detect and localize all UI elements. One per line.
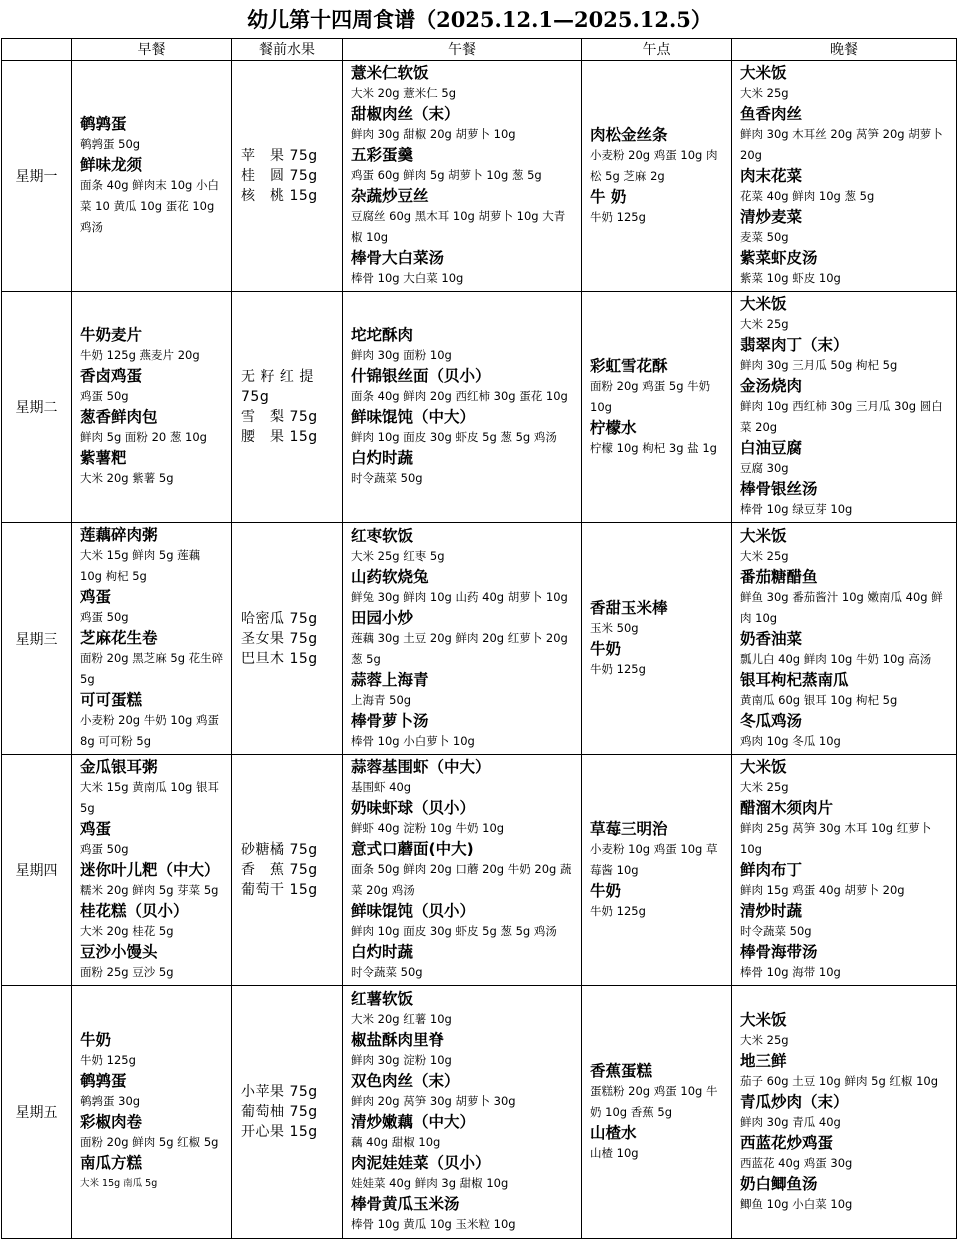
- dinner-ingredients: 麦菜 50g: [740, 230, 789, 244]
- breakfast-item: [80, 525, 225, 587]
- breakfast-ingredients: 面条 40g 鲜肉末 10g 小白菜 10 黄瓜 10g 蛋花 10g 鸡汤: [80, 178, 219, 234]
- lunch-ingredients: 棒骨 10g 大白菜 10g: [351, 271, 464, 285]
- breakfast-item: [80, 1112, 225, 1153]
- breakfast-ingredients: 大米 15g 南瓜 5g: [80, 1178, 158, 1189]
- lunch-dish: 红薯软饭: [351, 990, 414, 1008]
- lunch-item: [351, 711, 575, 752]
- lunch-dish: 棒骨萝卜汤: [351, 711, 429, 730]
- lunch-dish: 白灼时蔬: [351, 943, 414, 961]
- breakfast-item: [80, 1153, 225, 1194]
- snack-ingredients: 小麦粉 20g 鸡蛋 10g 肉松 5g 芝麻 2g: [590, 147, 718, 183]
- breakfast-item: [80, 819, 225, 860]
- lunch-dish: 什锦银丝面（贝小）: [351, 367, 491, 385]
- lunch-item: [351, 942, 575, 983]
- breakfast-dish: 紫薯粑: [80, 449, 127, 467]
- dinner-dish: 奶香油菜: [740, 629, 803, 648]
- lunch-ingredients: 棒骨 10g 黄瓜 10g 玉米粒 10g: [351, 1217, 516, 1231]
- breakfast-item: [80, 628, 225, 690]
- lunch-item: [351, 567, 575, 608]
- lunch-item: [351, 145, 575, 186]
- fruit-item: 葡萄干 15g: [241, 882, 318, 898]
- lunch-ingredients: 大米 20g 薏米仁 5g: [351, 86, 457, 100]
- dinner-ingredients: 豆腐 30g: [740, 461, 789, 475]
- lunch-item: [351, 448, 575, 489]
- lunch-ingredients: 鲜肉 10g 面皮 30g 虾皮 5g 葱 5g 鸡汤: [351, 430, 557, 444]
- lunch-item: [351, 63, 575, 104]
- lunch-item: [351, 670, 575, 711]
- lunch-item: [351, 1153, 575, 1194]
- snack-ingredients: 山楂 10g: [590, 1145, 639, 1160]
- header-fruit: 餐前水果: [232, 39, 343, 61]
- lunch-item: [351, 104, 575, 145]
- header-breakfast: 早餐: [72, 39, 232, 61]
- lunch-item: [351, 839, 575, 901]
- breakfast-cell: [72, 755, 232, 986]
- snack-item: [590, 819, 725, 881]
- snack-dish: 香蕉蛋糕: [590, 1061, 653, 1080]
- fruit-item: 桂 圆 75g: [241, 168, 318, 184]
- snack-ingredients: 面粉 20g 鸡蛋 5g 牛奶 10g: [590, 378, 711, 414]
- snack-dish: 牛奶: [590, 639, 622, 658]
- dinner-item: [740, 479, 950, 520]
- dinner-dish: 清炒时蔬: [740, 902, 803, 920]
- dinner-item: [740, 376, 950, 438]
- fruit-item: 香 蕉 75g: [241, 862, 318, 878]
- dinner-item: [740, 294, 950, 335]
- menu-table: [1, 38, 957, 1239]
- day-label: 星期一: [2, 61, 72, 292]
- snack-dish: 彩虹雪花酥: [590, 356, 668, 375]
- breakfast-dish: 桂花糕（贝小）: [80, 902, 189, 920]
- dinner-ingredients: 鸡肉 10g 冬瓜 10g: [740, 733, 841, 748]
- breakfast-item: [80, 901, 225, 942]
- dinner-ingredients: 黄南瓜 60g 银耳 10g 枸杞 5g: [740, 692, 898, 707]
- day-label: 星期三: [2, 523, 72, 755]
- snack-cell: [582, 986, 732, 1239]
- dinner-ingredients: 西蓝花 40g 鸡蛋 30g: [740, 1155, 853, 1170]
- dinner-dish: 大米饭: [740, 64, 787, 82]
- lunch-item: [351, 366, 575, 407]
- day-label: 星期五: [2, 986, 72, 1239]
- lunch-dish: 蒜蓉基围虾（中大）: [351, 758, 491, 776]
- fruit-item: 巴旦木 15g: [241, 650, 318, 667]
- breakfast-ingredients: 牛奶 125g: [80, 1053, 136, 1067]
- breakfast-dish: 鲜味龙须: [80, 156, 143, 174]
- snack-ingredients: 玉米 50g: [590, 620, 639, 635]
- breakfast-dish: 香卤鸡蛋: [80, 367, 143, 385]
- header-row: [2, 39, 957, 61]
- breakfast-item: [80, 942, 225, 983]
- lunch-ingredients: 时令蔬菜 50g: [351, 471, 423, 485]
- day-row: [2, 292, 957, 523]
- lunch-dish: 意式口蘑面(中大): [351, 840, 474, 858]
- fruit-item: 雪 梨 75g: [241, 409, 318, 425]
- dinner-item: [740, 1174, 950, 1215]
- snack-dish: 牛奶: [590, 881, 622, 900]
- dinner-item: [740, 166, 950, 207]
- dinner-item: [740, 1010, 950, 1051]
- dinner-ingredients: 花菜 40g 鲜肉 10g 葱 5g: [740, 189, 875, 203]
- breakfast-ingredients: 面粉 20g 黑芝麻 5g 花生碎 5g: [80, 651, 224, 686]
- dinner-dish: 白油豆腐: [740, 439, 803, 457]
- breakfast-item: [80, 1071, 225, 1112]
- dinner-ingredients: 紫菜 10g 虾皮 10g: [740, 271, 841, 285]
- lunch-ingredients: 面条 50g 鲜肉 20g 口蘑 20g 牛奶 20g 蔬菜 20g 鸡汤: [351, 862, 572, 897]
- dinner-dish: 翡翠肉丁（末）: [740, 336, 849, 354]
- dinner-dish: 棒骨银丝汤: [740, 480, 818, 498]
- dinner-item: [740, 670, 950, 711]
- lunch-dish: 红枣软饭: [351, 526, 414, 545]
- dinner-ingredients: 大米 25g: [740, 780, 789, 794]
- breakfast-cell: [72, 523, 232, 755]
- dinner-ingredients: 鲜鱼 30g 番茄酱汁 10g 嫩南瓜 40g 鲜肉 10g: [740, 589, 943, 625]
- dinner-dish: 银耳枸杞蒸南瓜: [740, 670, 849, 689]
- snack-dish: 山楂水: [590, 1123, 637, 1142]
- breakfast-dish: 可可蛋糕: [80, 691, 143, 709]
- dinner-dish: 青瓜炒肉（末）: [740, 1092, 849, 1111]
- fruit-item: 腰 果 15g: [241, 429, 318, 445]
- dinner-ingredients: 棒骨 10g 海带 10g: [740, 965, 841, 979]
- lunch-item: [351, 248, 575, 289]
- header-dinner: 晚餐: [732, 39, 957, 61]
- dinner-dish: 番茄糖醋鱼: [740, 567, 818, 586]
- lunch-dish: 白灼时蔬: [351, 449, 414, 467]
- fruit-item: 圣女果 75g: [241, 630, 318, 647]
- dinner-ingredients: 鲜肉 15g 鸡蛋 40g 胡萝卜 20g: [740, 883, 905, 897]
- lunch-cell: [343, 986, 582, 1239]
- snack-dish: 肉松金丝条: [590, 125, 668, 144]
- lunch-ingredients: 上海青 50g: [351, 692, 412, 707]
- dinner-ingredients: 大米 25g: [740, 86, 789, 100]
- dinner-item: [740, 104, 950, 166]
- breakfast-ingredients: 大米 15g 鲜肉 5g 莲藕 10g 枸杞 5g: [80, 548, 201, 583]
- dinner-ingredients: 瓢儿白 40g 鲜肉 10g 牛奶 10g 高汤: [740, 651, 932, 666]
- breakfast-ingredients: 鲜肉 5g 面粉 20 葱 10g: [80, 430, 207, 444]
- day-row: [2, 523, 957, 755]
- dinner-ingredients: 棒骨 10g 绿豆芽 10g: [740, 502, 853, 516]
- lunch-ingredients: 面条 40g 鲜肉 20g 西红柿 30g 蛋花 10g: [351, 389, 568, 403]
- dinner-ingredients: 鲜肉 30g 木耳丝 20g 莴笋 20g 胡萝卜 20g: [740, 127, 943, 162]
- breakfast-dish: 鹌鹑蛋: [80, 1072, 127, 1090]
- snack-item: [590, 418, 725, 459]
- lunch-item: [351, 757, 575, 798]
- header-lunch: 午餐: [343, 39, 582, 61]
- lunch-dish: 奶味虾球（贝小）: [351, 799, 476, 817]
- day-label: 星期四: [2, 755, 72, 986]
- breakfast-dish: 鸡蛋: [80, 820, 112, 838]
- breakfast-item: [80, 325, 225, 366]
- lunch-dish: 五彩蛋羹: [351, 146, 414, 164]
- lunch-dish: 棒骨黄瓜玉米汤: [351, 1195, 460, 1213]
- dinner-ingredients: 大米 25g: [740, 317, 789, 331]
- lunch-cell: [343, 292, 582, 523]
- dinner-item: [740, 901, 950, 942]
- breakfast-ingredients: 鸡蛋 50g: [80, 842, 129, 856]
- dinner-cell: [732, 755, 957, 986]
- snack-ingredients: 牛奶 125g: [590, 903, 646, 918]
- page-title: 幼儿第十四周食谱（2025.12.1—2025.12.5）: [247, 7, 712, 32]
- snack-cell: [582, 523, 732, 755]
- breakfast-item: [80, 155, 225, 238]
- dinner-ingredients: 大米 25g: [740, 1032, 789, 1047]
- dinner-cell: [732, 292, 957, 523]
- dinner-item: [740, 526, 950, 567]
- breakfast-item: [80, 366, 225, 407]
- breakfast-item: [80, 448, 225, 489]
- lunch-dish: 鲜味馄饨（贝小）: [351, 902, 476, 920]
- snack-dish: 牛 奶: [590, 187, 627, 206]
- breakfast-cell: [72, 292, 232, 523]
- dinner-ingredients: 茄子 60g 土豆 10g 鲜肉 5g 红椒 10g: [740, 1073, 939, 1088]
- lunch-ingredients: 鲜虾 40g 淀粉 10g 牛奶 10g: [351, 821, 505, 835]
- lunch-item: [351, 186, 575, 248]
- lunch-dish: 山药软烧兔: [351, 567, 429, 586]
- breakfast-cell: [72, 61, 232, 292]
- dinner-dish: 棒骨海带汤: [740, 943, 818, 961]
- lunch-item: [351, 1112, 575, 1153]
- lunch-cell: [343, 523, 582, 755]
- snack-ingredients: 柠檬 10g 枸杞 3g 盐 1g: [590, 440, 717, 455]
- dinner-dish: 醋溜木须肉片: [740, 799, 834, 817]
- dinner-item: [740, 711, 950, 752]
- breakfast-ingredients: 糯米 20g 鲜肉 5g 芽菜 5g: [80, 883, 219, 897]
- lunch-cell: [343, 755, 582, 986]
- breakfast-dish: 金瓜银耳粥: [80, 758, 158, 776]
- snack-ingredients: 小麦粉 10g 鸡蛋 10g 草莓酱 10g: [590, 841, 718, 877]
- lunch-dish: 鲜味馄饨（中大）: [351, 408, 476, 426]
- dinner-dish: 大米饭: [740, 758, 787, 776]
- snack-item: [590, 598, 725, 639]
- dinner-item: [740, 438, 950, 479]
- breakfast-item: [80, 114, 225, 155]
- dinner-ingredients: 鲜肉 10g 西红柿 30g 三月瓜 30g 圆白菜 20g: [740, 399, 943, 434]
- fruit-cell: [232, 292, 343, 523]
- dinner-item: [740, 942, 950, 983]
- dinner-item: [740, 798, 950, 860]
- snack-dish: 柠檬水: [590, 418, 637, 437]
- dinner-item: [740, 1092, 950, 1133]
- fruit-item: 小苹果 75g: [241, 1084, 318, 1100]
- lunch-item: [351, 526, 575, 567]
- lunch-dish: 蒜蓉上海青: [351, 670, 429, 689]
- lunch-ingredients: 鲜肉 30g 甜椒 20g 胡萝卜 10g: [351, 127, 516, 141]
- snack-item: [590, 881, 725, 922]
- lunch-ingredients: 鲜肉 30g 淀粉 10g: [351, 1053, 452, 1067]
- header-snack: 午点: [582, 39, 732, 61]
- dinner-dish: 大米饭: [740, 526, 787, 545]
- lunch-ingredients: 基围虾 40g: [351, 780, 412, 794]
- snack-dish: 香甜玉米棒: [590, 598, 668, 617]
- lunch-ingredients: 莲藕 30g 土豆 20g 鲜肉 20g 红萝卜 20g 葱 5g: [351, 630, 568, 666]
- lunch-ingredients: 藕 40g 甜椒 10g: [351, 1135, 441, 1149]
- snack-item: [590, 356, 725, 418]
- day-label: 星期二: [2, 292, 72, 523]
- breakfast-cell: [72, 986, 232, 1239]
- dinner-item: [740, 335, 950, 376]
- lunch-item: [351, 901, 575, 942]
- lunch-cell: [343, 61, 582, 292]
- fruit-cell: [232, 61, 343, 292]
- fruit-cell: [232, 755, 343, 986]
- breakfast-ingredients: 面粉 25g 豆沙 5g: [80, 965, 174, 979]
- dinner-item: [740, 567, 950, 629]
- lunch-item: [351, 989, 575, 1030]
- breakfast-item: [80, 757, 225, 819]
- dinner-dish: 紫菜虾皮汤: [740, 249, 818, 267]
- fruit-cell: [232, 523, 343, 755]
- fruit-cell: [232, 986, 343, 1239]
- breakfast-ingredients: 大米 20g 桂花 5g: [80, 924, 174, 938]
- breakfast-item: [80, 690, 225, 752]
- fruit-item: 葡萄柚 75g: [241, 1104, 318, 1120]
- lunch-ingredients: 大米 25g 红枣 5g: [351, 548, 445, 563]
- dinner-cell: [732, 523, 957, 755]
- breakfast-dish: 芝麻花生卷: [80, 629, 158, 647]
- snack-cell: [582, 61, 732, 292]
- dinner-item: [740, 629, 950, 670]
- dinner-dish: 大米饭: [740, 1010, 787, 1029]
- day-row: [2, 755, 957, 986]
- lunch-ingredients: 鸡蛋 60g 鲜肉 5g 胡萝卜 10g 葱 5g: [351, 168, 542, 182]
- dinner-item: [740, 860, 950, 901]
- snack-ingredients: 蛋糕粉 20g 鸡蛋 10g 牛奶 10g 香蕉 5g: [590, 1083, 718, 1119]
- fruit-item: 哈密瓜 75g: [241, 610, 318, 627]
- dinner-ingredients: 鲜肉 30g 三月瓜 50g 枸杞 5g: [740, 358, 898, 372]
- dinner-ingredients: 时令蔬菜 50g: [740, 924, 812, 938]
- breakfast-ingredients: 大米 20g 紫薯 5g: [80, 471, 174, 485]
- lunch-item: [351, 608, 575, 670]
- lunch-item: [351, 407, 575, 448]
- snack-cell: [582, 755, 732, 986]
- lunch-dish: 薏米仁软饭: [351, 64, 429, 82]
- header-day: [2, 39, 72, 61]
- lunch-item: [351, 325, 575, 366]
- breakfast-ingredients: 鸡蛋 50g: [80, 610, 129, 624]
- breakfast-ingredients: 牛奶 125g 燕麦片 20g: [80, 348, 200, 362]
- lunch-dish: 清炒嫩藕（中大）: [351, 1113, 476, 1131]
- breakfast-dish: 葱香鲜肉包: [80, 408, 158, 426]
- breakfast-ingredients: 鸡蛋 50g: [80, 389, 129, 403]
- dinner-dish: 冬瓜鸡汤: [740, 711, 803, 730]
- breakfast-ingredients: 面粉 20g 鲜肉 5g 红椒 5g: [80, 1135, 219, 1149]
- snack-item: [590, 187, 725, 228]
- breakfast-dish: 牛奶: [80, 1031, 112, 1049]
- dinner-item: [740, 757, 950, 798]
- snack-ingredients: 牛奶 125g: [590, 661, 646, 676]
- dinner-dish: 肉末花菜: [740, 167, 803, 185]
- day-row: [2, 986, 957, 1239]
- dinner-item: [740, 248, 950, 289]
- breakfast-dish: 彩椒肉卷: [80, 1113, 143, 1131]
- breakfast-ingredients: 鹌鹑蛋 30g: [80, 1094, 141, 1108]
- dinner-dish: 西蓝花炒鸡蛋: [740, 1133, 834, 1152]
- snack-cell: [582, 292, 732, 523]
- dinner-cell: [732, 61, 957, 292]
- lunch-ingredients: 棒骨 10g 小白萝卜 10g: [351, 733, 475, 748]
- lunch-dish: 双色肉丝（末）: [351, 1072, 460, 1090]
- dinner-ingredients: 鲫鱼 10g 小白菜 10g: [740, 1196, 853, 1211]
- breakfast-item: [80, 1030, 225, 1071]
- dinner-dish: 大米饭: [740, 295, 787, 313]
- dinner-dish: 鲜肉布丁: [740, 861, 803, 879]
- lunch-ingredients: 鲜肉 10g 面皮 30g 虾皮 5g 葱 5g 鸡汤: [351, 924, 557, 938]
- dinner-ingredients: 大米 25g: [740, 548, 789, 563]
- fruit-item: 苹 果 75g: [241, 148, 318, 164]
- breakfast-item: [80, 407, 225, 448]
- lunch-item: [351, 1194, 575, 1235]
- lunch-ingredients: 鲜兔 30g 鲜肉 10g 山药 40g 胡萝卜 10g: [351, 589, 568, 604]
- breakfast-ingredients: 鹌鹑蛋 50g: [80, 137, 141, 151]
- lunch-ingredients: 时令蔬菜 50g: [351, 965, 423, 979]
- breakfast-dish: 牛奶麦片: [80, 326, 143, 344]
- dinner-item: [740, 1051, 950, 1092]
- lunch-dish: 肉泥娃娃菜（贝小）: [351, 1154, 491, 1172]
- dinner-item: [740, 1133, 950, 1174]
- lunch-dish: 棒骨大白菜汤: [351, 249, 445, 267]
- lunch-ingredients: 大米 20g 红薯 10g: [351, 1012, 452, 1026]
- breakfast-item: [80, 860, 225, 901]
- dinner-dish: 地三鲜: [740, 1051, 787, 1070]
- breakfast-ingredients: 大米 15g 黄南瓜 10g 银耳 5g: [80, 780, 219, 815]
- fruit-item: 无 籽 红 提 75g: [241, 369, 314, 405]
- breakfast-dish: 鸡蛋: [80, 588, 112, 606]
- dinner-item: [740, 63, 950, 104]
- snack-dish: 草莓三明治: [590, 819, 668, 838]
- snack-ingredients: 牛奶 125g: [590, 209, 646, 224]
- fruit-item: 砂糖橘 75g: [241, 842, 318, 858]
- breakfast-dish: 鹌鹑蛋: [80, 115, 127, 133]
- breakfast-dish: 莲藕碎肉粥: [80, 526, 158, 544]
- lunch-dish: 田园小炒: [351, 608, 414, 627]
- lunch-dish: 杂蔬炒豆丝: [351, 187, 429, 205]
- lunch-ingredients: 豆腐丝 60g 黑木耳 10g 胡萝卜 10g 大青椒 10g: [351, 209, 566, 244]
- day-row: [2, 61, 957, 292]
- lunch-item: [351, 1030, 575, 1071]
- lunch-item: [351, 798, 575, 839]
- breakfast-dish: 迷你叶儿粑（中大）: [80, 861, 220, 879]
- lunch-dish: 甜椒肉丝（末）: [351, 105, 460, 123]
- lunch-item: [351, 1071, 575, 1112]
- snack-item: [590, 125, 725, 187]
- dinner-dish: 鱼香肉丝: [740, 105, 803, 123]
- dinner-ingredients: 鲜肉 30g 青瓜 40g: [740, 1114, 841, 1129]
- lunch-ingredients: 娃娃菜 40g 鲜肉 3g 甜椒 10g: [351, 1176, 509, 1190]
- snack-item: [590, 1061, 725, 1123]
- lunch-dish: 椒盐酥肉里脊: [351, 1031, 445, 1049]
- dinner-dish: 清炒麦菜: [740, 208, 803, 226]
- lunch-dish: 坨坨酥肉: [351, 326, 414, 344]
- breakfast-dish: 豆沙小馒头: [80, 943, 158, 961]
- snack-item: [590, 1123, 725, 1164]
- dinner-dish: 奶白鲫鱼汤: [740, 1174, 818, 1193]
- breakfast-item: [80, 587, 225, 628]
- breakfast-dish: 南瓜方糕: [80, 1154, 143, 1172]
- dinner-dish: 金汤烧肉: [740, 377, 803, 395]
- lunch-ingredients: 鲜肉 20g 莴笋 30g 胡萝卜 30g: [351, 1094, 516, 1108]
- fruit-item: 核 桃 15g: [241, 188, 318, 204]
- snack-item: [590, 639, 725, 680]
- dinner-cell: [732, 986, 957, 1239]
- breakfast-ingredients: 小麦粉 20g 牛奶 10g 鸡蛋 8g 可可粉 5g: [80, 713, 219, 748]
- dinner-item: [740, 207, 950, 248]
- lunch-ingredients: 鲜肉 30g 面粉 10g: [351, 348, 452, 362]
- fruit-item: 开心果 15g: [241, 1124, 318, 1140]
- dinner-ingredients: 鲜肉 25g 莴笋 30g 木耳 10g 红萝卜 10g: [740, 821, 932, 856]
